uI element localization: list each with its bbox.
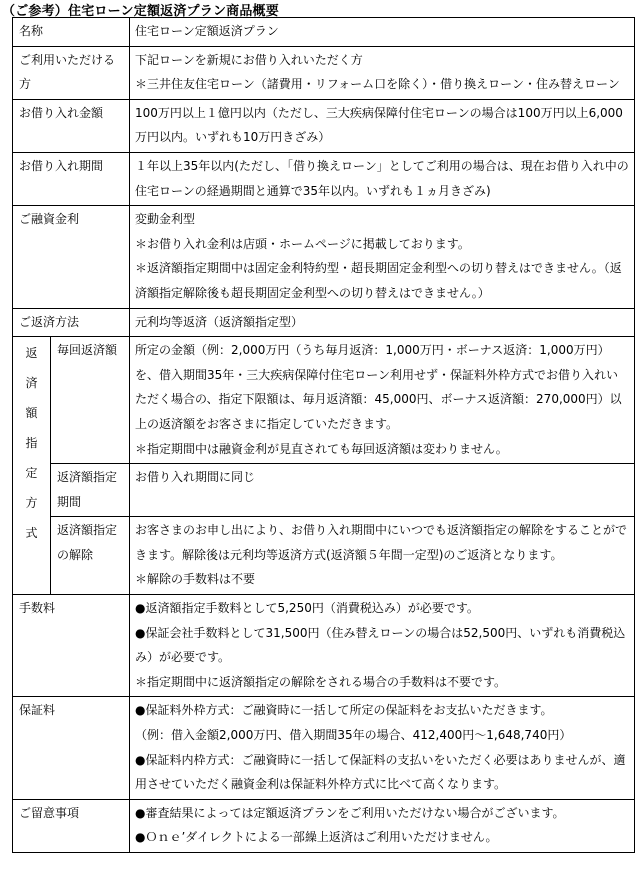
row-value-eligible bbox=[130, 46, 635, 99]
table-row bbox=[13, 46, 635, 99]
row-label-name: 名称 bbox=[13, 18, 130, 47]
row-value-notes bbox=[130, 799, 635, 852]
table-row bbox=[13, 99, 635, 152]
row-value-amount bbox=[130, 99, 635, 152]
vertical-char: 返 bbox=[25, 346, 38, 361]
table-row bbox=[13, 595, 635, 697]
row-label-spec-period: 返済額指定期間 bbox=[51, 464, 130, 517]
text-line: ●審査結果によっては定額返済プランをご利用いただけない場合がございます。 bbox=[135, 805, 565, 820]
text-line: 下記ローンを新規にお借り入れいただく方 bbox=[135, 52, 363, 67]
text-line: ●返済額指定手数料として5,250円（消費税込み）が必要です。 bbox=[135, 601, 479, 616]
vertical-char: 方 bbox=[25, 496, 38, 511]
vertical-char: 式 bbox=[25, 526, 38, 541]
row-value-guarantee bbox=[130, 697, 635, 799]
text-line: ●保証会社手数料として31,500円（住み替えローンの場合は52,500円、いずれも消費税込み）が必要です。 bbox=[135, 625, 626, 665]
text-line: ＊お借り入れ金利は店頭・ホームページに掲載しております。 bbox=[135, 236, 470, 251]
table-row bbox=[13, 799, 635, 852]
row-label-amount: お借り入れ金額 bbox=[13, 99, 130, 152]
text-line: １年以上35年以内(ただし、「借り換えローン」としてご利用の場合は、現在お借り入れ中の住宅ローンの経過期間と通算で35年以内。いずれも１ヵ月きざみ) bbox=[135, 158, 629, 198]
table-row bbox=[13, 517, 635, 595]
text-line: お借り入れ期間に同じ bbox=[135, 470, 256, 485]
row-label-eligible: ご利用いただける方 bbox=[13, 46, 130, 99]
table-row bbox=[13, 152, 635, 205]
table-row bbox=[13, 464, 635, 517]
row-label-cancel: 返済額指定の解除 bbox=[51, 517, 130, 595]
table-row bbox=[13, 308, 635, 337]
page-title: （ご参考）住宅ローン定額返済プラン商品概要 bbox=[2, 4, 279, 19]
row-value-fee bbox=[130, 595, 635, 697]
row-value-rate bbox=[130, 206, 635, 308]
row-label-method: ご返済方法 bbox=[13, 308, 130, 337]
text-line: ●Ｏｎｅ’ダイレクトによる一部繰上返済はご利用いただけません。 bbox=[135, 830, 498, 845]
text-line: 100万円以上１億円以内（ただし、三大疾病保障付住宅ローンの場合は100万円以上6,000万円以内。いずれも10万円きざみ） bbox=[135, 105, 623, 145]
vertical-char: 定 bbox=[25, 466, 38, 481]
row-label-period: お借り入れ期間 bbox=[13, 152, 130, 205]
row-value-period bbox=[130, 152, 635, 205]
row-label-rate: ご融資金利 bbox=[13, 206, 130, 308]
row-label-guarantee: 保証料 bbox=[13, 697, 130, 799]
text-line: お客さまのお申し出により、お借り入れ期間中にいつでも返済額指定の解除をすることができます。解除後は元利均等返済方式(返済額５年間一定型)のご返済となります。 bbox=[135, 523, 628, 562]
text-line: （例：借入金額2,000万円、借入期間35年の場合、412,400円～1,648,740円） bbox=[135, 728, 572, 743]
text-line: ＊指定期間中は融資金利が見直されても毎回返済額は変わりません。 bbox=[135, 441, 508, 456]
row-label-fee: 手数料 bbox=[13, 595, 130, 697]
table-row bbox=[13, 697, 635, 799]
row-value-monthly bbox=[130, 337, 635, 464]
text-line: 変動金利型 bbox=[135, 212, 196, 227]
text-line: ＊解除の手数料は不要 bbox=[135, 572, 256, 587]
text-line: ＊指定期間中に返済額指定の解除をされる場合の手数料は不要です。 bbox=[135, 674, 507, 689]
vertical-char: 済 bbox=[25, 376, 38, 391]
text-line: ●保証料外枠方式：ご融資時に一括して所定の保証料をお支払いただきます。 bbox=[135, 703, 553, 718]
row-label-notes: ご留意事項 bbox=[13, 799, 130, 852]
table-row bbox=[13, 206, 635, 308]
row-value-method: 元利均等返済（返済額指定型） bbox=[130, 308, 635, 337]
product-summary-table bbox=[12, 17, 635, 853]
text-line: ●保証料内枠方式：ご融資時に一括して保証料の支払いをいただく必要はありませんが、適用させていただく融資金利は保証料外枠方式に比べて高くなります。 bbox=[135, 752, 626, 792]
row-label-monthly: 毎回返済額 bbox=[51, 337, 130, 464]
row-value-name: 住宅ローン定額返済プラン bbox=[130, 18, 635, 47]
text-line: ＊返済額指定期間中は固定金利特約型・超長期固定金利型への切り替えはできません。（返済額指定解除後も超長期固定金利型への切り替えはできません。） bbox=[135, 261, 622, 300]
table-row bbox=[13, 18, 635, 47]
text-line: 所定の金額（例：2,000万円（うち毎月返済：1,000万円・ボーナス返済：1,000万円）を、借入期間35年・三大疾病保障付住宅ローン利用せず・保証料外枠方式でお借り入れいただく場合の、指定下限額は、毎月返済額：45,000円、ボーナス返済額：270,000円）以上の返済額をお客さまに指定していただきます。 bbox=[135, 343, 622, 431]
text-line: ＊三井住友住宅ローン（諸費用・リフォーム口を除く）・借り換えローン・住み替えローン bbox=[135, 77, 620, 92]
row-value-cancel bbox=[130, 517, 635, 595]
row-label-spec-group bbox=[13, 337, 51, 595]
vertical-char: 指 bbox=[25, 436, 38, 451]
vertical-char: 額 bbox=[25, 406, 38, 421]
table-row bbox=[13, 337, 635, 464]
row-value-spec-period bbox=[130, 464, 635, 517]
